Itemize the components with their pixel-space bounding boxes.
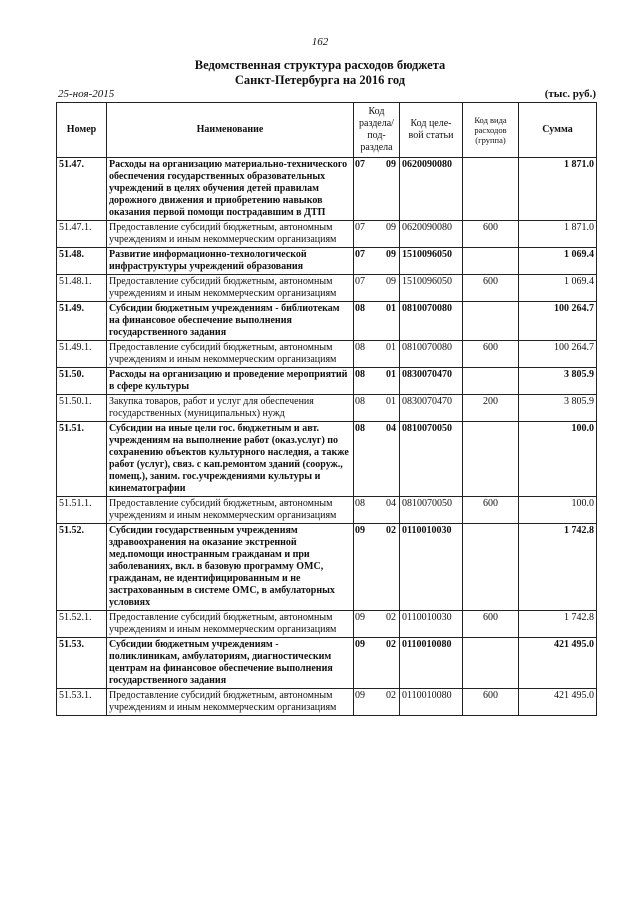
cell-code: 0810070080	[400, 341, 463, 368]
cell-name: Субсидии на иные цели гос. бюджетным и авт. учреждениям на выполнение работ (оказ.услуг) по сохранению объектов культурного наследия, а также работ (услуг), связ. с кап.ремонтом зданий (сооруж., помещ.), заним. гос.учреждениями культуры и кинематографии	[107, 422, 354, 497]
cell-vr: 600	[463, 275, 519, 302]
cell-sec: 09	[354, 524, 378, 611]
cell-num: 51.52.1.	[57, 611, 107, 638]
cell-name: Предоставление субсидий бюджетным, автономным учреждениям и иным некоммерческим организациям	[107, 341, 354, 368]
cell-amt: 100.0	[519, 422, 597, 497]
cell-code: 0830070470	[400, 395, 463, 422]
cell-vr	[463, 524, 519, 611]
cell-sec: 08	[354, 302, 378, 341]
cell-name: Предоставление субсидий бюджетным, автономным учреждениям и иным некоммерческим организациям	[107, 689, 354, 716]
cell-sub: 04	[378, 422, 400, 497]
cell-code: 0110010030	[400, 524, 463, 611]
document-title	[0, 58, 640, 88]
cell-amt: 1 069.4	[519, 248, 597, 275]
cell-sub: 09	[378, 158, 400, 221]
units-label: (тыс. руб.)	[544, 88, 596, 100]
cell-num: 51.48.1.	[57, 275, 107, 302]
cell-code: 0110010080	[400, 638, 463, 689]
cell-sub: 01	[378, 395, 400, 422]
cell-amt: 1 871.0	[519, 221, 597, 248]
cell-name: Закупка товаров, работ и услуг для обеспечения государственных (муниципальных) нужд	[107, 395, 354, 422]
cell-sec: 08	[354, 395, 378, 422]
header-number: Номер	[57, 103, 107, 158]
cell-code: 0810070050	[400, 422, 463, 497]
cell-sub: 02	[378, 611, 400, 638]
cell-name: Предоставление субсидий бюджетным, автономным учреждениям и иным некоммерческим организациям	[107, 275, 354, 302]
header-section: Код раздела/ под- раздела	[354, 103, 400, 158]
cell-code: 0620090080	[400, 221, 463, 248]
cell-sec: 08	[354, 368, 378, 395]
cell-name: Субсидии бюджетным учреждениям - библиотекам на финансовое обеспечение выполнения государственного задания	[107, 302, 354, 341]
cell-name: Расходы на организацию материально-технического обеспечения государственных образовательных учреждений в целях обучения детей правилам дорожного движения и приобретению навыков оказания первой помощи пострадавшим в ДТП	[107, 158, 354, 221]
cell-sec: 09	[354, 638, 378, 689]
cell-sec: 07	[354, 221, 378, 248]
cell-amt: 3 805.9	[519, 395, 597, 422]
cell-sec: 09	[354, 689, 378, 716]
header-amount: Сумма	[519, 103, 597, 158]
table-row	[57, 611, 597, 638]
cell-name: Субсидии бюджетным учреждениям - поликлиникам, амбулаториям, диагностическим центрам на финансовое обеспечение выполнения государственного задания	[107, 638, 354, 689]
document-date: 25-ноя-2015	[58, 88, 115, 100]
cell-vr	[463, 422, 519, 497]
cell-code: 0110010030	[400, 611, 463, 638]
table-row	[57, 395, 597, 422]
cell-code: 1510096050	[400, 275, 463, 302]
table-row	[57, 497, 597, 524]
cell-sub: 09	[378, 248, 400, 275]
cell-name: Предоставление субсидий бюджетным, автономным учреждениям и иным некоммерческим организациям	[107, 611, 354, 638]
cell-amt: 421 495.0	[519, 638, 597, 689]
table-body	[57, 158, 597, 716]
cell-vr: 600	[463, 611, 519, 638]
table-row	[57, 638, 597, 689]
cell-amt: 100 264.7	[519, 302, 597, 341]
cell-name: Предоставление субсидий бюджетным, автономным учреждениям и иным некоммерческим организациям	[107, 497, 354, 524]
cell-num: 51.53.	[57, 638, 107, 689]
cell-vr: 200	[463, 395, 519, 422]
cell-vr	[463, 158, 519, 221]
cell-num: 51.49.	[57, 302, 107, 341]
cell-num: 51.50.	[57, 368, 107, 395]
table-row	[57, 422, 597, 497]
cell-num: 51.47.1.	[57, 221, 107, 248]
cell-sub: 01	[378, 368, 400, 395]
cell-num: 51.51.1.	[57, 497, 107, 524]
cell-vr	[463, 248, 519, 275]
cell-sub: 09	[378, 275, 400, 302]
cell-amt: 100.0	[519, 497, 597, 524]
cell-sub: 04	[378, 497, 400, 524]
table-row	[57, 689, 597, 716]
table-row	[57, 302, 597, 341]
table-row	[57, 158, 597, 221]
cell-code: 0810070050	[400, 497, 463, 524]
header-target: Код целе- вой статьи	[400, 103, 463, 158]
cell-amt: 1 069.4	[519, 275, 597, 302]
cell-code: 0830070470	[400, 368, 463, 395]
cell-code: 1510096050	[400, 248, 463, 275]
cell-sec: 08	[354, 422, 378, 497]
cell-sec: 07	[354, 158, 378, 221]
cell-vr: 600	[463, 221, 519, 248]
cell-amt: 1 742.8	[519, 611, 597, 638]
cell-name: Расходы на организацию и проведение мероприятий в сфере культуры	[107, 368, 354, 395]
cell-num: 51.48.	[57, 248, 107, 275]
cell-vr	[463, 638, 519, 689]
cell-amt: 3 805.9	[519, 368, 597, 395]
cell-sub: 02	[378, 524, 400, 611]
table-row	[57, 368, 597, 395]
cell-num: 51.53.1.	[57, 689, 107, 716]
cell-code: 0810070080	[400, 302, 463, 341]
cell-code: 0110010080	[400, 689, 463, 716]
cell-num: 51.47.	[57, 158, 107, 221]
cell-sub: 02	[378, 689, 400, 716]
cell-amt: 1 871.0	[519, 158, 597, 221]
table-row	[57, 275, 597, 302]
page-number: 162	[311, 36, 329, 48]
cell-vr	[463, 302, 519, 341]
header-expense-type: Код вида расходов (группа)	[463, 103, 519, 158]
cell-sec: 08	[354, 497, 378, 524]
cell-num: 51.50.1.	[57, 395, 107, 422]
cell-name: Предоставление субсидий бюджетным, автономным учреждениям и иным некоммерческим организациям	[107, 221, 354, 248]
cell-sec: 07	[354, 248, 378, 275]
cell-code: 0620090080	[400, 158, 463, 221]
cell-num: 51.51.	[57, 422, 107, 497]
cell-name: Развитие информационно-технологической инфраструктуры учреждений образования	[107, 248, 354, 275]
cell-num: 51.49.1.	[57, 341, 107, 368]
table-header-row	[57, 103, 597, 158]
cell-amt: 421 495.0	[519, 689, 597, 716]
title-line-2: Санкт-Петербурга на 2016 год	[234, 73, 406, 87]
table-row	[57, 524, 597, 611]
cell-vr: 600	[463, 497, 519, 524]
cell-amt: 100 264.7	[519, 341, 597, 368]
cell-vr: 600	[463, 341, 519, 368]
cell-sec: 09	[354, 611, 378, 638]
header-name: Наименование	[107, 103, 354, 158]
cell-amt: 1 742.8	[519, 524, 597, 611]
table-row	[57, 341, 597, 368]
cell-sec: 07	[354, 275, 378, 302]
cell-name: Субсидии государственным учреждениям здравоохранения на оказание экстренной мед.помощи иностранным гражданам и при заболеваниях, вкл. в базовую программу ОМС, гражданам, не идентифицированным и не застрахованным в системе ОМС, в амбулаторных условиях	[107, 524, 354, 611]
cell-sec: 08	[354, 341, 378, 368]
budget-table	[56, 102, 597, 716]
table-row	[57, 221, 597, 248]
cell-sub: 01	[378, 302, 400, 341]
cell-sub: 09	[378, 221, 400, 248]
cell-sub: 01	[378, 341, 400, 368]
cell-vr: 600	[463, 689, 519, 716]
cell-num: 51.52.	[57, 524, 107, 611]
title-line-1: Ведомственная структура расходов бюджета	[194, 58, 446, 72]
cell-sub: 02	[378, 638, 400, 689]
cell-vr	[463, 368, 519, 395]
table-row	[57, 248, 597, 275]
